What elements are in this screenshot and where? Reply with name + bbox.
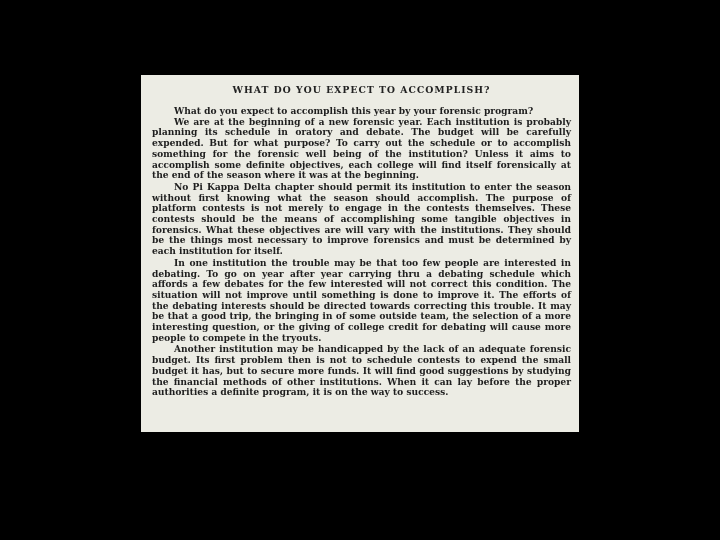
paragraph-forensic-budget: Another institution may be handicapped by the lack of an adequate forensic budget. Its first problem then is not to schedule contests to expend the small budget it has, but to secure more funds. It will find good suggestions by studying the financial methods of other institutions. When it can lay before the proper authorities a definite program, it is on the way to success. (152, 344, 571, 399)
document-title: WHAT DO YOU EXPECT TO ACCOMPLISH? (232, 85, 491, 96)
paragraph-pi-kappa-delta: No Pi Kappa Delta chapter should permit its institution to enter the season without first knowing what the season should accomplish. The purpose of platform contests is not merely to engage in the contests themselves. These contests should be the means of accomplishing some tangible objectives in forensics. What these objectives are will vary with the institutions. They should be the things most necessary to improve forensics and must be determined by each institution for itself. (152, 181, 571, 258)
paragraph-few-interested: In one institution the trouble may be that too few people are interested in debating. To go on year after year carrying thru a debating schedule which affords a few debates for the few interested will not correct this condition. The situation will not improve until something is done to improve it. The efforts of the debating interests should be directed towards correcting this trouble. It may be that a good trip, the bringing in of some outside team, the selection of a more interesting question, or the giving of college credit for debating will cause more people to compete in the tryouts. (152, 257, 571, 344)
document-page (141, 75, 579, 432)
paragraph-opening-question: What do you expect to accomplish this year by your forensic program? (174, 106, 534, 117)
paragraph-new-forensic-year: We are at the beginning of a new forensic year. Each institution is probably planning its schedule in oratory and debate. The budget will be carefully expended. But for what purpose? To carry out the schedule or to accomplish something for the forensic well being of the institution? Unless it aims to accomplish some definite objectives, each college will find itself forensically at the end of the season where it was at the beginning. (152, 116, 571, 182)
